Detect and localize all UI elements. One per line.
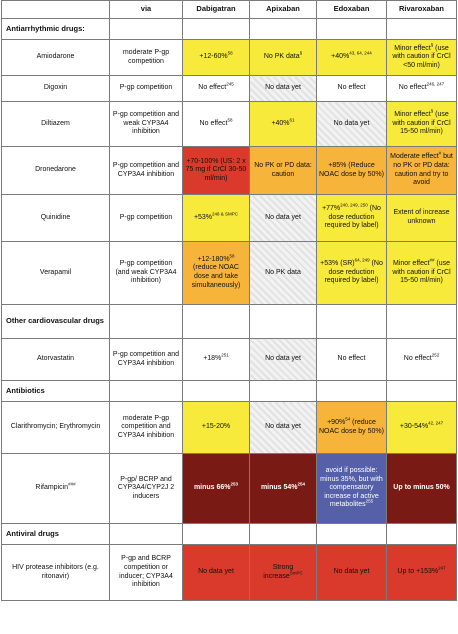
via-amiodarone: moderate P-gp competition	[110, 40, 183, 76]
drug-diltiazem: Diltiazem	[2, 102, 110, 147]
section-row-antibiotics	[2, 381, 457, 402]
rivaroxaban-quinidine: Extent of increase unknown	[387, 195, 457, 242]
apixaban-rifampicin: minus 54%$^{254}$	[250, 454, 317, 524]
dabigatran-quinidine: +53%$^{248 \& SMPC}$	[183, 195, 250, 242]
via-digoxin: P-gp competition	[110, 76, 183, 102]
via-quinidine: P-gp competition	[110, 195, 183, 242]
rivaroxaban-digoxin: No effect$^{246, 247}$	[387, 76, 457, 102]
via-clarithromycin: moderate P-gp competition and CYP3A4 inhibition	[110, 402, 183, 454]
edoxaban-quinidine: +77%$^{240, 249, 250}$ (No dose reduction required by label)	[317, 195, 387, 242]
edoxaban-hiv: No data yet	[317, 545, 387, 601]
edoxaban-dronedarone: +85% (Reduce NOAC dose by 50%)	[317, 147, 387, 195]
rivaroxaban-atorvastatin: No effect$^{252}$	[387, 339, 457, 381]
header-rivaroxaban: Rivaroxaban	[387, 1, 457, 19]
table-row	[2, 339, 457, 381]
dabigatran-amiodarone: +12-60%$^{58}$	[183, 40, 250, 76]
section-row-cardiovascular	[2, 305, 457, 339]
table-row	[2, 147, 457, 195]
table-row	[2, 102, 457, 147]
apixaban-hiv: Strong increase$^{SmPC}$	[250, 545, 317, 601]
rivaroxaban-clarithromycin: +30-54%$^{42, 247}$	[387, 402, 457, 454]
table-row	[2, 454, 457, 524]
section-antiviral: Antiviral drugs	[2, 524, 110, 545]
edoxaban-atorvastatin: No effect	[317, 339, 387, 381]
via-dronedarone: P-gp competition and CYP3A4 inhibition	[110, 147, 183, 195]
drug-hiv-protease-inhibitors: HIV protease inhibitors (e.g. ritonavir)	[2, 545, 110, 601]
rivaroxaban-hiv: Up to +153%$^{247}$	[387, 545, 457, 601]
rivaroxaban-rifampicin: Up to minus 50%	[387, 454, 457, 524]
header-dabigatran: Dabigatran	[183, 1, 250, 19]
drug-quinidine: Quinidine	[2, 195, 110, 242]
edoxaban-diltiazem: No data yet	[317, 102, 387, 147]
apixaban-verapamil: No PK data	[250, 242, 317, 305]
table-row	[2, 76, 457, 102]
edoxaban-clarithromycin: +90%$^{54}$ (reduce NOAC dose by 50%)	[317, 402, 387, 454]
via-hiv-protease-inhibitors: P-gp and BCRP competition or inducer; CYP3A4 inhibition	[110, 545, 183, 601]
edoxaban-digoxin: No effect	[317, 76, 387, 102]
drug-digoxin: Digoxin	[2, 76, 110, 102]
apixaban-digoxin: No data yet	[250, 76, 317, 102]
dabigatran-verapamil: +12-180%$^{58}$ (reduce NOAC dose and take simultaneously)	[183, 242, 250, 305]
edoxaban-rifampicin: avoid if possible: minus 35%, but with compensatory increase of active metabolites$^{255}$	[317, 454, 387, 524]
table-row	[2, 402, 457, 454]
section-antiarrhythmic: Antiarrhythmic drugs:	[2, 19, 110, 40]
header-via: via	[110, 1, 183, 19]
apixaban-dronedarone: No PK or PD data: caution	[250, 147, 317, 195]
section-antibiotics: Antibiotics	[2, 381, 110, 402]
edoxaban-amiodarone: +40%$^{43, 64, 244}$	[317, 40, 387, 76]
rivaroxaban-diltiazem: Minor effect§ (use with caution if CrCl 15-50 ml/min)	[387, 102, 457, 147]
table-row	[2, 195, 457, 242]
rivaroxaban-amiodarone: Minor effect§ (use with caution if CrCl <50 ml/min)	[387, 40, 457, 76]
drug-verapamil: Verapamil	[2, 242, 110, 305]
apixaban-atorvastatin: No data yet	[250, 339, 317, 381]
dabigatran-atorvastatin: +18%$^{251}$	[183, 339, 250, 381]
section-cardiovascular: Other cardiovascular drugs	[2, 305, 110, 339]
drug-atorvastatin: Atorvastatin	[2, 339, 110, 381]
rivaroxaban-dronedarone: Moderate effect# but no PK or PD data: caution and try to avoid	[387, 147, 457, 195]
drug-amiodarone: Amiodarone	[2, 40, 110, 76]
table-row	[2, 242, 457, 305]
apixaban-diltiazem: +40%$^{61}$	[250, 102, 317, 147]
apixaban-quinidine: No data yet	[250, 195, 317, 242]
via-verapamil: P-gp competition (and weak CYP3A4 inhibition)	[110, 242, 183, 305]
dabigatran-digoxin: No effect$^{245}$	[183, 76, 250, 102]
dabigatran-diltiazem: No effect$^{58}$	[183, 102, 250, 147]
header-drug	[2, 1, 110, 19]
section-row-antiviral	[2, 524, 457, 545]
header-row	[2, 1, 457, 19]
dabigatran-rifampicin: minus 66%$^{253}$	[183, 454, 250, 524]
apixaban-amiodarone: No PK data§	[250, 40, 317, 76]
table-row	[2, 545, 457, 601]
drug-dronedarone: Dronedarone	[2, 147, 110, 195]
dabigatran-clarithromycin: +15-20%	[183, 402, 250, 454]
header-edoxaban: Edoxaban	[317, 1, 387, 19]
rivaroxaban-verapamil: Minor effect## (use with caution if CrCl 15-50 ml/min)	[387, 242, 457, 305]
via-atorvastatin: P-gp competition and CYP3A4 inhibition	[110, 339, 183, 381]
header-apixaban: Apixaban	[250, 1, 317, 19]
drug-rifampicin: Rifampicin###	[2, 454, 110, 524]
section-row-antiarrhythmic	[2, 19, 457, 40]
table-row	[2, 40, 457, 76]
edoxaban-verapamil: +53% (SR)$^{64, 249}$ (No dose reduction required by label)	[317, 242, 387, 305]
apixaban-clarithromycin: No data yet	[250, 402, 317, 454]
drug-interaction-table	[1, 0, 457, 601]
drug-clarithromycin: Clarithromycin; Erythromycin	[2, 402, 110, 454]
via-rifampicin: P-gp/ BCRP and CYP3A4/CYP2J 2 inducers	[110, 454, 183, 524]
dabigatran-hiv: No data yet	[183, 545, 250, 601]
via-diltiazem: P-gp competition and weak CYP3A4 inhibition	[110, 102, 183, 147]
dabigatran-dronedarone: +70-100% (US: 2 x 75 mg if CrCl 30-50 ml/min)	[183, 147, 250, 195]
